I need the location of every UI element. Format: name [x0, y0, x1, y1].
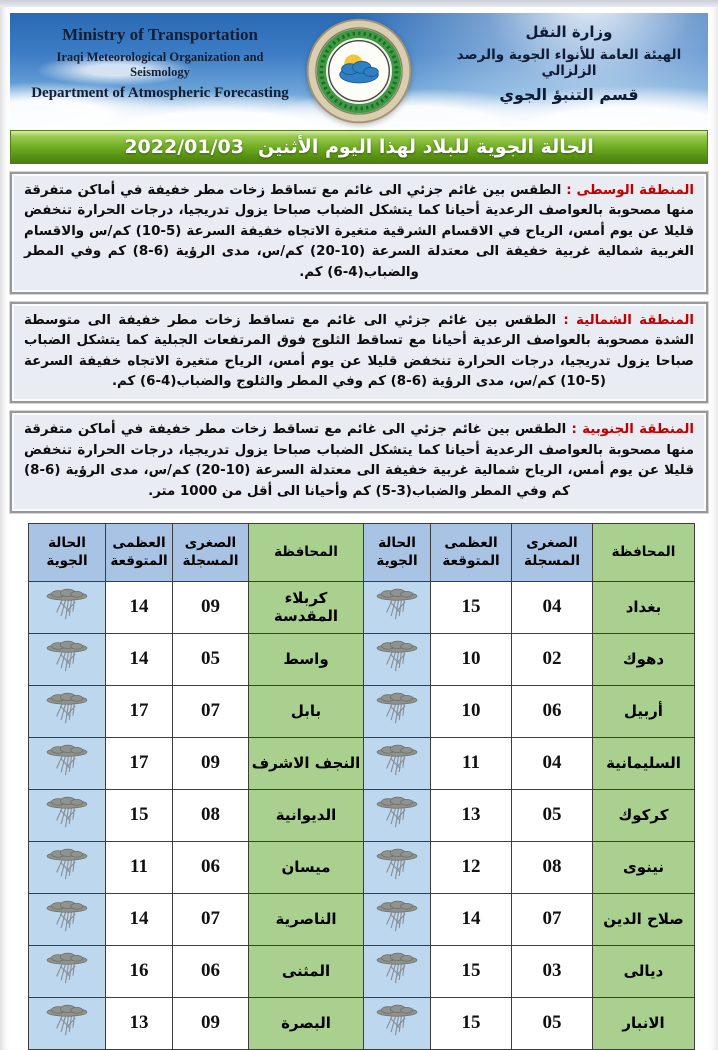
bulletin-date: 2022/01/03 — [124, 136, 244, 158]
max-expected-value: 14 — [431, 893, 512, 945]
province-name: النجف الاشرف — [249, 737, 364, 789]
table-row — [29, 841, 695, 893]
weather-condition-cell — [364, 945, 431, 997]
region-name: المنطقة الوسطى : — [566, 183, 694, 198]
arabic-ministry-title: وزارة النقل — [525, 23, 613, 41]
region-forecast-text: الطقس بين غائم جزئي الى غائم مع تساقط زخات مطر خفيفة في أماكن متفرقة منها مصحوبة بالعواصف الرعدية أحيانا كما يتشكل الضباب صباحا يزول تدريجيا، درجات الحرارة تنخفض قليلا عن يوم أمس، الرياح في الاقسام الشرقية متغيرة الاتجاه خفيفة السرعة (5-10) كم/س والاقسام الغربية شمالية غربية خفيفة الى معتدلة السرعة (10-20) كم/س، مدى الرؤية (6-8) كم وفي المطر والضباب(4-6) كم. — [24, 183, 694, 280]
column-header-province-right: المحافظة — [593, 523, 695, 581]
max-expected-value: 10 — [431, 685, 512, 737]
min-recorded-value: 05 — [512, 789, 593, 841]
rain-cloud-icon — [373, 588, 421, 622]
min-recorded-value: 06 — [173, 945, 249, 997]
weather-condition-cell — [29, 997, 106, 1049]
min-recorded-value: 09 — [173, 737, 249, 789]
max-expected-value: 14 — [106, 893, 173, 945]
max-expected-value: 11 — [431, 737, 512, 789]
max-expected-value: 17 — [106, 685, 173, 737]
province-name: ميسان — [249, 841, 364, 893]
max-expected-value: 14 — [106, 581, 173, 633]
rain-cloud-icon — [43, 692, 91, 726]
weather-condition-cell — [29, 685, 106, 737]
rain-cloud-icon — [43, 952, 91, 986]
weather-condition-cell — [29, 581, 106, 633]
column-header-max-expected-left: العظمى المتوقعة — [106, 523, 173, 581]
min-recorded-value: 05 — [173, 633, 249, 685]
province-name: أربيل — [593, 685, 695, 737]
max-expected-value: 14 — [106, 633, 173, 685]
rain-cloud-icon — [373, 640, 421, 674]
province-name: دهوك — [593, 633, 695, 685]
min-recorded-value: 06 — [173, 841, 249, 893]
column-header-province-left: المحافظة — [249, 523, 364, 581]
min-recorded-value: 09 — [173, 581, 249, 633]
max-expected-value: 13 — [431, 789, 512, 841]
max-expected-value: 15 — [106, 789, 173, 841]
rain-cloud-icon — [43, 640, 91, 674]
rain-cloud-icon — [373, 1004, 421, 1038]
max-expected-value: 16 — [106, 945, 173, 997]
max-expected-value: 15 — [431, 581, 512, 633]
weather-condition-cell — [29, 841, 106, 893]
english-org-block — [26, 25, 294, 102]
table-row — [29, 737, 695, 789]
english-ministry-title: Ministry of Transportation — [62, 25, 258, 44]
weather-table-body — [29, 581, 695, 1049]
weather-condition-cell — [29, 737, 106, 789]
region-forecast-text: الطقس بين غائم جزئي الى غائم مع تساقط زخات مطر خفيفة الى متوسطة الشدة مصحوبة بالعواصف الرعدية أحيانا مع تساقط الثلوج فوق المرتفعات الجبلية كما يتشكل الضباب صباحا يزول تدريجيا، درجات الحرارة تنخفض قليلا عن يوم أمس، الرياح متغيرة الاتجاه خفيفة السرعة (5-10) كم/س، مدى الرؤية (6-8) كم وفي المطر والثلوج والضباب(4-6) كم. — [24, 312, 694, 389]
min-recorded-value: 09 — [173, 997, 249, 1049]
weather-condition-cell — [364, 893, 431, 945]
weather-condition-cell — [364, 997, 431, 1049]
rain-cloud-icon — [373, 744, 421, 778]
table-row — [29, 789, 695, 841]
min-recorded-value: 03 — [512, 945, 593, 997]
province-name: البصرة — [249, 997, 364, 1049]
weather-condition-cell — [364, 789, 431, 841]
rain-cloud-icon — [43, 588, 91, 622]
province-name: الناصرية — [249, 893, 364, 945]
min-recorded-value: 08 — [512, 841, 593, 893]
arabic-organization-title: الهيئة العامة للأنواء الجوية والرصد الزلزالي — [456, 47, 682, 79]
organization-seal-icon — [304, 16, 414, 130]
column-header-min-recorded-right: الصغرى المسجلة — [512, 523, 593, 581]
weather-condition-cell — [364, 633, 431, 685]
table-row — [29, 997, 695, 1049]
max-expected-value: 11 — [106, 841, 173, 893]
province-name: السليمانية — [593, 737, 695, 789]
table-row — [29, 945, 695, 997]
min-recorded-value: 07 — [512, 893, 593, 945]
region-name: المنطقة الجنوبية : — [571, 422, 694, 438]
rain-cloud-icon — [43, 796, 91, 830]
forecast-northern-region — [10, 302, 708, 404]
table-row — [29, 633, 695, 685]
forecast-southern-region — [10, 411, 708, 513]
min-recorded-value: 06 — [512, 685, 593, 737]
province-name: الديوانية — [249, 789, 364, 841]
province-name: كركوك — [593, 789, 695, 841]
english-department-title: Department of Atmospheric Forecasting — [31, 85, 289, 101]
weather-condition-cell — [29, 789, 106, 841]
rain-cloud-icon — [43, 848, 91, 882]
max-expected-value: 15 — [431, 997, 512, 1049]
max-expected-value: 17 — [106, 737, 173, 789]
rain-cloud-icon — [373, 900, 421, 934]
bulletin-title-bar — [10, 130, 708, 164]
weather-condition-cell — [29, 893, 106, 945]
forecast-central-region — [10, 172, 708, 294]
region-name: المنطقة الشمالية : — [563, 312, 694, 328]
table-header-row — [29, 523, 695, 581]
max-expected-value: 10 — [431, 633, 512, 685]
max-expected-value: 12 — [431, 841, 512, 893]
rain-cloud-icon — [373, 796, 421, 830]
weather-condition-cell — [364, 581, 431, 633]
weather-condition-cell — [364, 737, 431, 789]
rain-cloud-icon — [43, 1004, 91, 1038]
column-header-min-recorded-left: الصغرى المسجلة — [173, 523, 249, 581]
table-row — [29, 581, 695, 633]
min-recorded-value: 07 — [173, 685, 249, 737]
province-name: الانبار — [593, 997, 695, 1049]
column-header-condition-left: الحالة الجوية — [29, 523, 106, 581]
rain-cloud-icon — [373, 848, 421, 882]
english-organization-title: Iraqi Meteorological Organization and Seismology — [56, 50, 264, 79]
weather-condition-cell — [364, 685, 431, 737]
arabic-org-block — [444, 23, 694, 104]
min-recorded-value: 05 — [512, 997, 593, 1049]
header-banner — [10, 13, 708, 127]
column-header-max-expected-right: العظمى المتوقعة — [431, 523, 512, 581]
max-expected-value: 15 — [431, 945, 512, 997]
weather-condition-cell — [29, 945, 106, 997]
table-row — [29, 893, 695, 945]
page-top-edge — [0, 0, 718, 7]
province-name: المثنى — [249, 945, 364, 997]
province-name: بغداد — [593, 581, 695, 633]
table-row — [29, 685, 695, 737]
min-recorded-value: 04 — [512, 737, 593, 789]
region-forecast-text: الطقس بين غائم جزئي الى غائم مع تساقط زخات مطر خفيفة في أماكن متفرقة منها مصحوبة بالعواصف الرعدية أحيانا كما يتشكل الضباب صباحا يزول تدريجيا، درجات الحرارة تنخفض قليلا عن يوم أمس، الرياح شمالية غربية خفيفة الى معتدلة السرعة (10-20) كم/س، مدى الرؤية (6-8) كم وفي المطر والضباب(3-5) كم وأحيانا الى أقل من 1000 متر. — [24, 422, 694, 499]
province-name: واسط — [249, 633, 364, 685]
min-recorded-value: 08 — [173, 789, 249, 841]
rain-cloud-icon — [43, 900, 91, 934]
province-name: بابل — [249, 685, 364, 737]
provinces-weather-table — [28, 523, 695, 1050]
column-header-condition-right: الحالة الجوية — [364, 523, 431, 581]
max-expected-value: 13 — [106, 997, 173, 1049]
min-recorded-value: 04 — [512, 581, 593, 633]
bulletin-title: الحالة الجوية للبلاد لهذا اليوم الأثنين — [257, 136, 594, 158]
province-name: كربلاء المقدسة — [249, 581, 364, 633]
min-recorded-value: 07 — [173, 893, 249, 945]
province-name: نينوى — [593, 841, 695, 893]
province-name: صلاح الدين — [593, 893, 695, 945]
arabic-department-title: قسم التنبؤ الجوي — [499, 85, 639, 104]
rain-cloud-icon — [43, 744, 91, 778]
rain-cloud-icon — [373, 952, 421, 986]
weather-condition-cell — [29, 633, 106, 685]
rain-cloud-icon — [373, 692, 421, 726]
weather-condition-cell — [364, 841, 431, 893]
min-recorded-value: 02 — [512, 633, 593, 685]
province-name: ديالى — [593, 945, 695, 997]
